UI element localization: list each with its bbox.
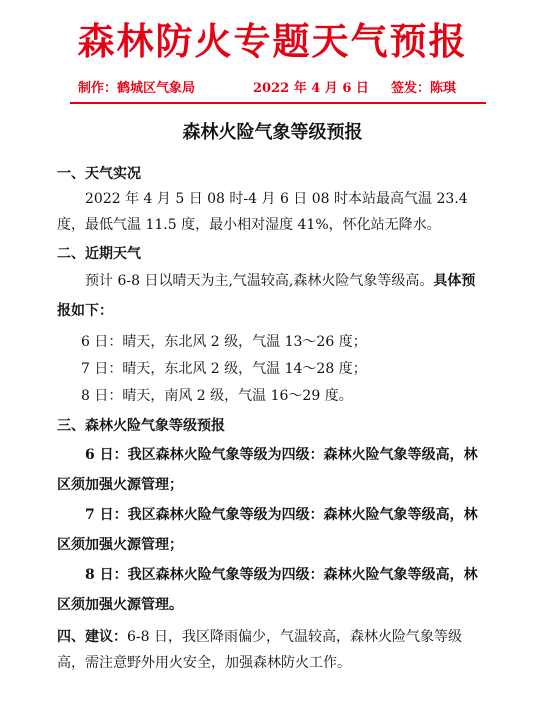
- section-heading-fire-risk: 三、森林火险气象等级预报: [57, 418, 225, 434]
- forecast-day-6: 6 日：晴天，东北风 2 级，气温 13～26 度；: [81, 334, 367, 350]
- forecast-day-7: 7 日：晴天，东北风 2 级，气温 14～28 度；: [81, 361, 367, 377]
- weather-actual-text: 2022 年 4 月 5 日 08 时-4 月 6 日 08 时本站最高气温 23.4 度，最低气温 11.5 度，最小相对湿度 41%，怀化站无降水。: [57, 191, 468, 233]
- header-divider: [70, 102, 486, 104]
- section-heading-weather-actual: 一、天气实况: [57, 166, 141, 182]
- fire-risk-day-7: 7 日：我区森林火险气象等级为四级：森林火险气象等级高，林区须加强火源管理；: [57, 507, 478, 553]
- section-heading-recent-weather: 二、近期天气: [57, 246, 141, 262]
- signer-label: 签发：: [391, 81, 431, 96]
- forecast-intro-bold: 具体预报如下：: [57, 273, 476, 319]
- issue-date: 2022 年 4 月 6 日: [253, 81, 369, 96]
- report-body: [57, 160, 487, 676]
- section-heading-suggestion: 四、建议：: [57, 629, 127, 645]
- forecast-intro-text: 预计 6-8 日以晴天为主,气温较高,森林火险气象等级高。: [85, 273, 434, 289]
- suggestion-text: 6-8 日，我区降雨偏少，气温较高，森林火险气象等级高，需注意野外用火安全，加强森林防火工作。: [57, 629, 462, 671]
- suggestion: [57, 624, 487, 676]
- producer-name: 鹤城区气象局: [117, 81, 196, 96]
- signer-name: 陈琪: [430, 81, 457, 96]
- signer: [391, 77, 456, 96]
- fire-risk-day-6: 6 日：我区森林火险气象等级为四级：森林火险气象等级高，林区须加强火源管理；: [57, 447, 478, 493]
- report-title: 森林火险气象等级预报: [182, 122, 363, 143]
- producer-label: 制作：: [78, 81, 118, 96]
- forecast-intro: [57, 266, 487, 326]
- forecast-day-8: 8 日：晴天，南风 2 级，气温 16～29 度。: [81, 388, 353, 404]
- producer: [78, 77, 195, 96]
- fire-risk-day-8: 8 日：我区森林火险气象等级为四级：森林火险气象等级高，林区须加强火源管理。: [57, 567, 478, 613]
- issue-info: [78, 77, 498, 97]
- document-title: 森林防火专题天气预报: [77, 19, 468, 63]
